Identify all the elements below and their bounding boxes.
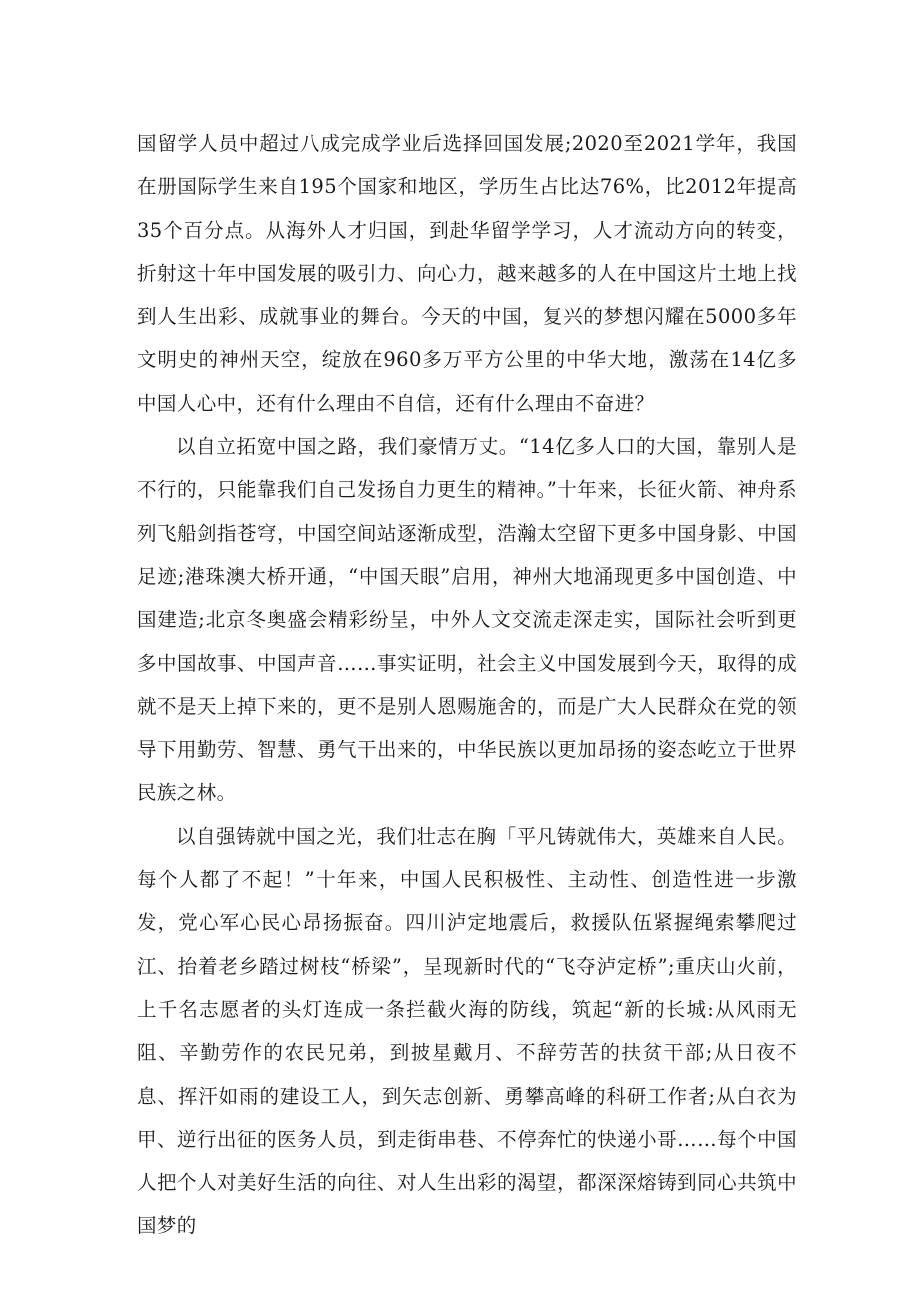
paragraph-self-reliance: 以自立拓宽中国之路，我们豪情万丈。“14亿多人口的大国，靠别人是不行的，只能靠我们自己发扬自力更生的精神。”十年来，长征火箭、神舟系列飞船剑指苍穹，中国空间站逐渐成型，浩瀚太空留下更多中国身影、中国足迹;港珠澳大桥开通，“中国天眼”启用，神州大地涌现更多中国创造、中国建造;北京冬奥盛会精彩纷呈，中外人文交流走深走实，国际社会听到更多中国故事、中国声音……事实证明，社会主义中国发展到今天，取得的成就不是天上掉下来的，更不是别人恩赐施舍的，而是广大人民群众在党的领导下用勤劳、智慧、勇气干出来的，中华民族以更加昂扬的姿态屹立于世界民族之林。	[137, 435, 797, 805]
paragraph-self-strengthening: 以自强铸就中国之光，我们壮志在胸「平凡铸就伟大，英雄来自人民。每个人都了不起！”十年来，中国人民积极性、主动性、创造性进一步激发，党心军心民心昂扬振奋。四川泸定地震后，救援队伍紧握绳索攀爬过江、抬着老乡踏过树枝“桥梁”，呈现新时代的“飞夺泸定桥”;重庆山火前，上千名志愿者的头灯连成一条拦截火海的防线，筑起“新的长城:从风雨无阻、辛勤劳作的农民兄弟，到披星戴月、不辞劳苦的扶贫干部;从日夜不息、挥汗如雨的建设工人，到矢志创新、勇攀高峰的科研工作者;从白衣为甲、逆行出征的医务人员，到走街串巷、不停奔忙的快递小哥……每个中国人把个人对美好生活的向往、对人生出彩的渴望，都深深熔铸到同心共筑中国梦的	[137, 824, 797, 1238]
paragraph-continued: 国留学人员中超过八成完成学业后选择回国发展;2020至2021学年，我国在册国际学生来自195个国家和地区，学历生占比达76%，比2012年提高35个百分点。从海外人才归国，到赴华留学学习，人才流动方向的转变，折射这十年中国发展的吸引力、向心力，越来越多的人在中国这片土地上找到人生出彩、成就事业的舞台。今天的中国，复兴的梦想闪耀在5000多年文明史的神州天空，绽放在960多万平方公里的中华大地，激荡在14亿多中国人心中，还有什么理由不自信，还有什么理由不奋进？	[137, 132, 797, 415]
document-body	[137, 122, 797, 1248]
